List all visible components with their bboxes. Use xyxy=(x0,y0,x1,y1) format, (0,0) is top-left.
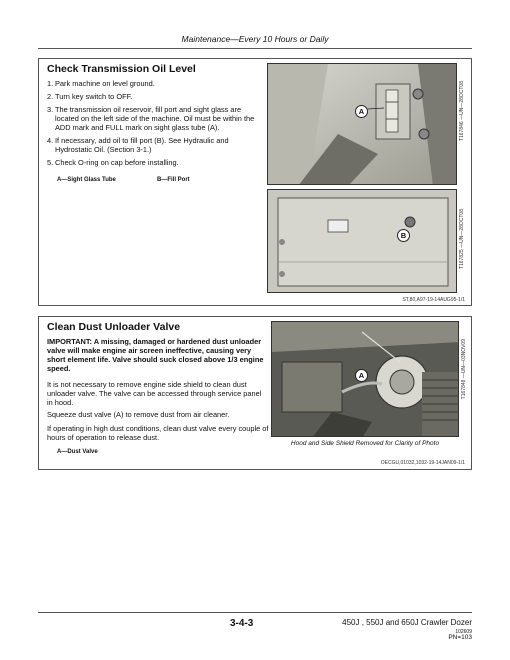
legend-a: A—Sight Glass Tube xyxy=(57,177,116,183)
photo-code: T167848 —UN—03NOV09 xyxy=(461,339,467,400)
step-item: 1. Park machine on level ground. xyxy=(47,79,155,88)
legend-b: B—Fill Port xyxy=(157,177,190,183)
photo-caption: Hood and Side Shield Removed for Clarity of Photo xyxy=(290,440,440,447)
section-title: Check Transmission Oil Level xyxy=(47,63,196,75)
model-title: 450J , 550J and 650J Crawler Dozer xyxy=(342,618,472,627)
step-item: 2. Turn key switch to OFF. xyxy=(47,92,133,101)
photo-fill-port xyxy=(267,189,457,293)
section-clean-dust-unloader-valve xyxy=(38,316,472,470)
callout-b: B xyxy=(397,229,410,242)
page-number: 3-4-3 xyxy=(230,618,254,629)
section-check-transmission-oil xyxy=(38,58,472,306)
photo-code: T167846 —UN—28OCT08 xyxy=(459,81,465,142)
paragraph: If operating in high dust conditions, clean dust valve every couple of hours of operation to release dust. xyxy=(47,424,269,442)
date-code: 102609 xyxy=(455,629,472,635)
photo-sight-glass xyxy=(267,63,457,185)
photo-code: T167825 —UN—28OCT08 xyxy=(459,209,465,270)
callout-a: A xyxy=(355,369,368,382)
reference-code: OECGU,01032,1032-19-14JAN09-1/1 xyxy=(380,460,465,466)
reference-code: ST,80,A97-19-14AUG95-1/1 xyxy=(402,297,465,303)
step-list xyxy=(47,79,263,171)
section-title: Clean Dust Unloader Valve xyxy=(47,321,181,333)
pn-code: PN=103 xyxy=(448,634,472,641)
paragraph: Squeeze dust valve (A) to remove dust from air cleaner. xyxy=(47,410,230,419)
paragraph: It is not necessary to remove engine side shield to clean dust unloader valve. The valve can be accessed through service panel in hood. xyxy=(47,380,262,407)
legend-a: A—Dust Valve xyxy=(57,449,98,455)
header-rule xyxy=(38,48,472,49)
running-header: Maintenance—Every 10 Hours or Daily xyxy=(181,34,329,44)
step-item: 3. The transmission oil reservoir, fill port and sight glass are located on the left side of the machine. Oil must be within the ADD mark and FULL mark on sight glass tube (A). xyxy=(47,105,255,132)
important-note: IMPORTANT: A missing, damaged or hardened dust unloader valve will make engine air screen ineffective, causing very short element life. Valve should suck closed above 1/3 engine speed. xyxy=(47,337,264,373)
footer-rule xyxy=(38,612,472,613)
step-item: 4. If necessary, add oil to fill port (B). See Hydraulic and Hydrostatic Oil. (Section 3-1.) xyxy=(47,136,229,154)
step-item: 5. Check O-ring on cap before installing. xyxy=(47,158,179,167)
callout-a: A xyxy=(355,105,368,118)
